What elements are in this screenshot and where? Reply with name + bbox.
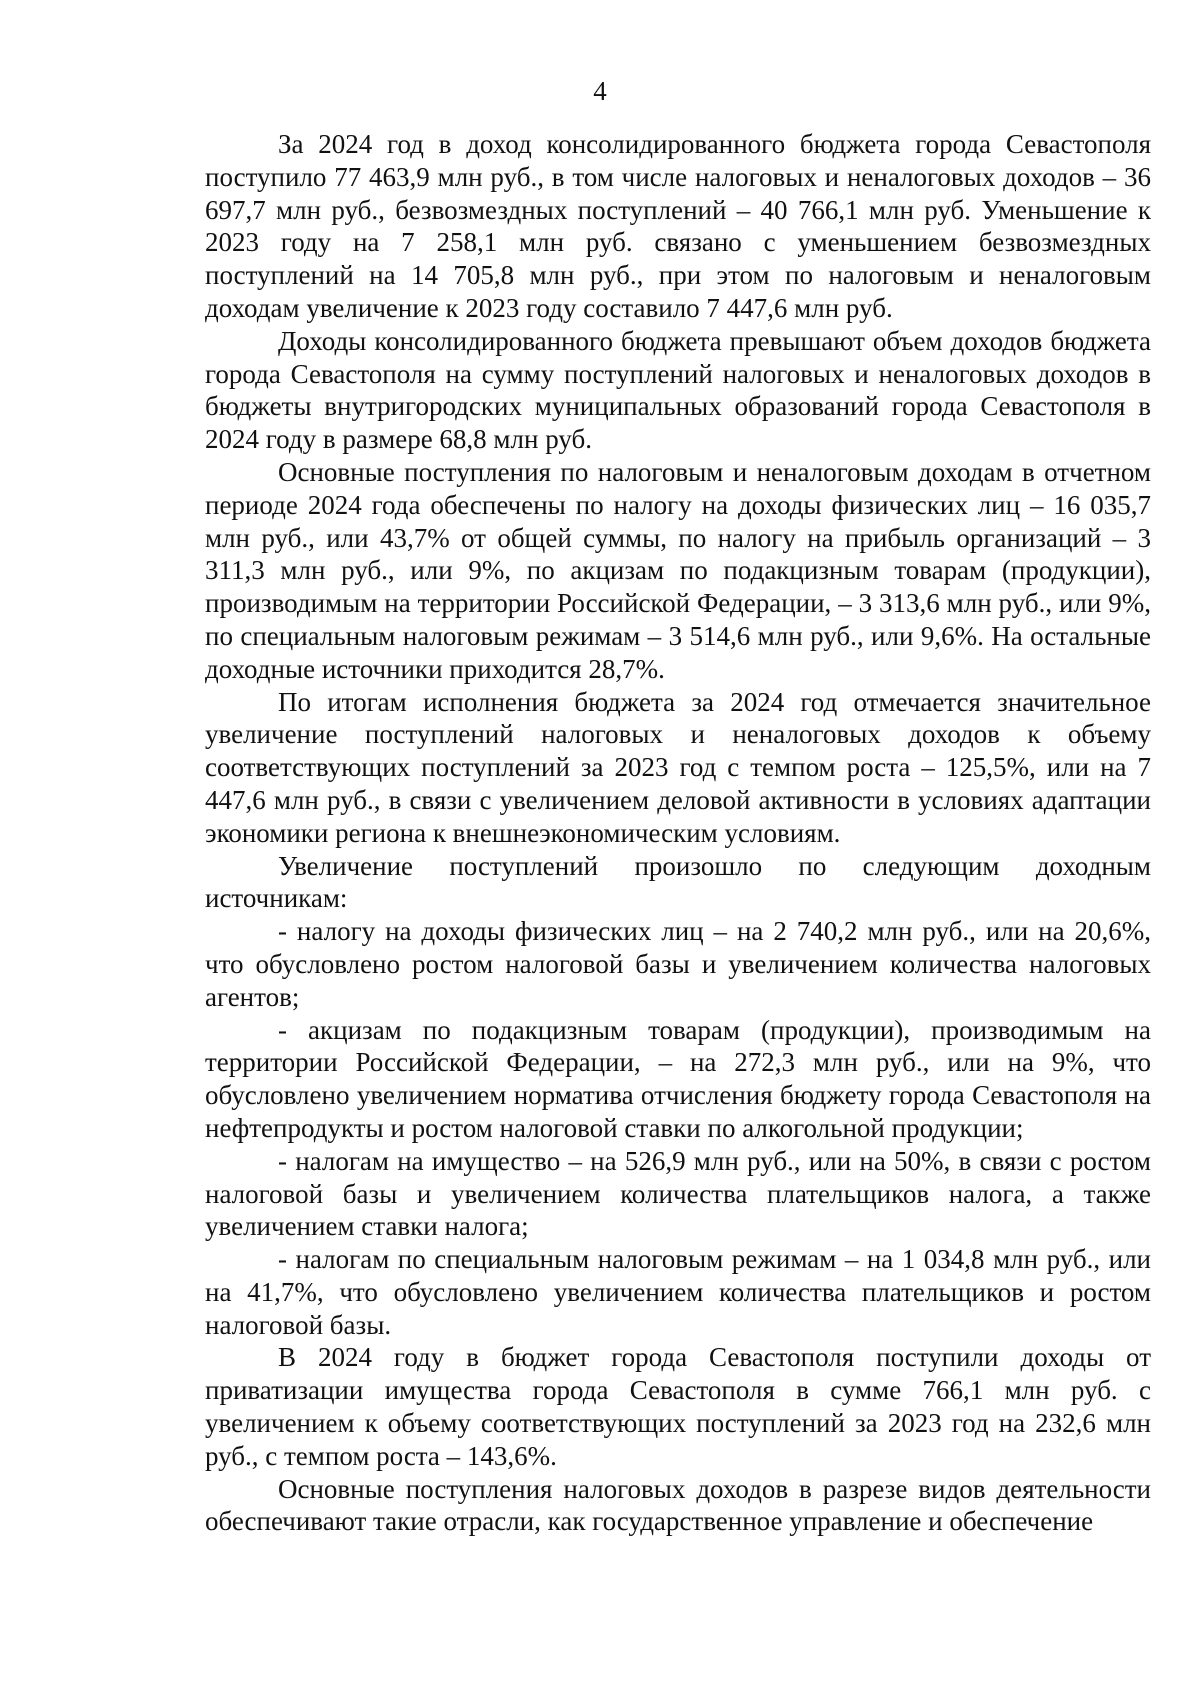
paragraph-consolidated-vs-city-budget: Доходы консолидированного бюджета превышают объем доходов бюджета города Севастополя на сумму поступлений налоговых и неналоговых доходов в бюджеты внутригородских муниципальных образований города Севастополя в 2024 году в размере 68,8 млн руб. <box>205 325 1151 455</box>
list-item-property-taxes: - налогам на имущество – на 526,9 млн руб., или на 50%, в связи с ростом налоговой базы и увеличением количества плательщиков налога, а также увеличением ставки налога; <box>205 1145 1151 1242</box>
paragraph-execution-results: По итогам исполнения бюджета за 2024 год отмечается значительное увеличение поступлений налоговых и неналоговых доходов к объему соответствующих поступлений за 2023 год с темпом роста – 125,5%, или на 7 447,6 млн руб., в связи с увеличением деловой активности в условиях адаптации экономики региона к внешнеэкономическим условиям. <box>205 686 1151 848</box>
list-item-personal-income-tax: - налогу на доходы физических лиц – на 2 740,2 млн руб., или на 20,6%, что обусловлено ростом налоговой базы и увеличением количества налоговых агентов; <box>205 916 1151 1012</box>
paragraph-budget-revenue-total: За 2024 год в доход консолидированного бюджета города Севастополя поступило 77 463,9 млн руб., в том числе налоговых и неналоговых доходов – 36 697,7 млн руб., безвозмездных поступлений – 40 766,1 млн руб. Уменьшение к 2023 году на 7 258,1 млн руб. связано с уменьшением безвозмездных поступлений на 14 705,8 млн руб., при этом по налоговым и неналоговым доходам увеличение к 2023 году составило 7 447,6 млн руб. <box>205 129 1151 323</box>
list-item-special-tax-regimes: - налогам по специальным налоговым режимам – на 1 034,8 млн руб., или на 41,7%, что обусловлено увеличением количества плательщиков и ростом налоговой базы. <box>205 1244 1151 1340</box>
paragraph-tax-by-activity: Основные поступления налоговых доходов в разрезе видов деятельности обеспечивают такие отрасли, как государственное управление и обеспечение <box>205 1473 1151 1537</box>
paragraph-increase-sources-intro: Увеличение поступлений произошло по следующим доходным источникам: <box>205 850 1151 914</box>
paragraph-privatization-revenue: В 2024 году в бюджет города Севастополя поступили доходы от приватизации имущества города Севастополя в сумме 766,1 млн руб. с увеличением к объему соответствующих поступлений за 2023 год на 232,6 млн руб., с темпом роста – 143,6%. <box>205 1342 1151 1471</box>
paragraph-main-tax-receipts: Основные поступления по налоговым и неналоговым доходам в отчетном периоде 2024 года обеспечены по налогу на доходы физических лиц – 16 035,7 млн руб., или 43,7% от общей суммы, по налогу на прибыль организаций – 3 311,3 млн руб., или 9%, по акцизам по подакцизным товарам (продукции), производимым на территории Российской Федерации, – 3 313,6 млн руб., или 9%, по специальным налоговым режимам – 3 514,6 млн руб., или 9,6%. На остальные доходные источники приходится 28,7%. <box>205 456 1151 684</box>
list-item-excise-taxes: - акцизам по подакцизным товарам (продукции), производимым на территории Российской Федерации, – на 272,3 млн руб., или на 9%, что обусловлено увеличением норматива отчисления бюджету города Севастополя на нефтепродукты и ростом налоговой ставки по алкогольной продукции; <box>205 1014 1151 1143</box>
page-number: 4 <box>593 76 607 106</box>
document-body <box>205 128 1151 1538</box>
